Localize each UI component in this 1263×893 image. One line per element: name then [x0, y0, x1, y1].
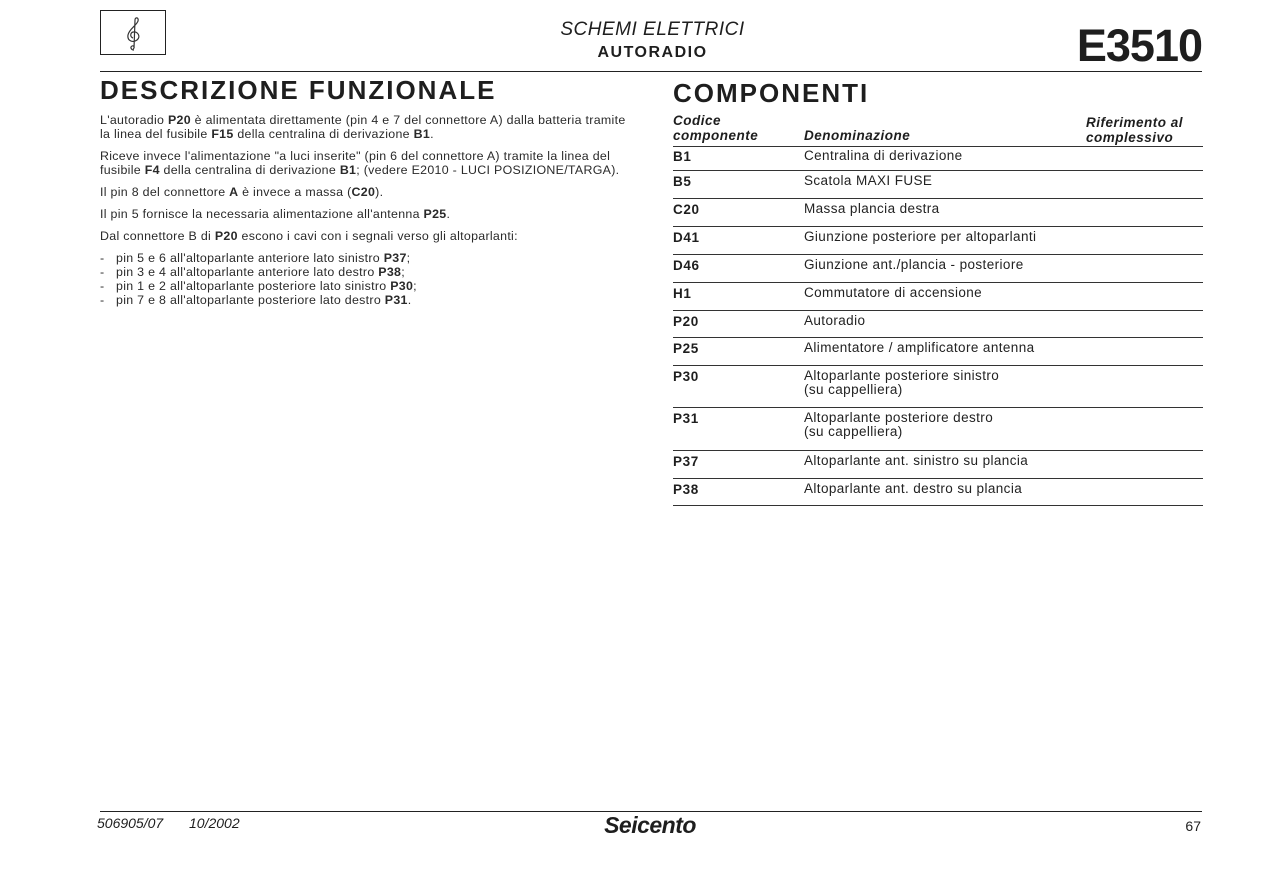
list-item [100, 293, 630, 307]
text-run: Il pin 5 fornisce la necessaria alimentazione all'antenna [100, 207, 424, 221]
component-ref: P38 [378, 265, 402, 279]
component-name: Massa plancia destra [804, 201, 940, 216]
table-row [673, 451, 1203, 479]
component-name: Scatola MAXI FUSE [804, 173, 933, 188]
component-code: P30 [673, 369, 699, 384]
component-code: P20 [673, 314, 699, 329]
component-ref: P30 [390, 279, 414, 293]
table-row [673, 227, 1203, 255]
text-run: pin 1 e 2 all'altoparlante posteriore lato sinistro [116, 279, 391, 293]
table-row [673, 283, 1203, 311]
component-ref: A [229, 185, 239, 199]
page-code: E3510 [1076, 20, 1202, 71]
description-paragraph [100, 113, 630, 141]
component-name: Centralina di derivazione [804, 148, 963, 163]
component-code: P38 [673, 482, 699, 497]
functional-description-text [100, 113, 630, 307]
text-run: della centralina di derivazione [159, 163, 340, 177]
table-row [673, 311, 1203, 338]
list-item [100, 251, 630, 265]
component-ref: C20 [351, 185, 376, 199]
table-row [673, 171, 1203, 199]
column-header-reference-line2: complessivo [1086, 130, 1174, 145]
component-name: Altoparlante posteriore sinistro (su cappelliera) [804, 368, 1000, 397]
description-paragraph [100, 207, 630, 221]
table-row [673, 255, 1203, 283]
component-code: D46 [673, 258, 700, 273]
list-item [100, 279, 630, 293]
components-heading: COMPONENTI [673, 78, 870, 108]
speaker-wiring-list [100, 251, 630, 307]
bullet-dash: - [100, 265, 105, 279]
list-item [100, 265, 630, 279]
column-header-code-line1: Codice [673, 113, 722, 128]
component-ref: B1 [339, 163, 357, 177]
component-name: Giunzione ant./plancia - posteriore [804, 257, 1024, 272]
text-run: ; (vedere E2010 - LUCI POSIZIONE/TARGA). [356, 163, 620, 177]
text-run: L'autoradio [100, 113, 168, 127]
component-code: P25 [673, 341, 699, 356]
component-ref: P20 [214, 229, 238, 243]
text-run: Dal connettore B di [100, 229, 215, 243]
component-name: Autoradio [804, 313, 866, 328]
component-code: B1 [673, 149, 692, 164]
table-row [673, 338, 1203, 366]
component-name: Altoparlante posteriore destro (su cappelliera) [804, 410, 994, 439]
text-run: è invece a massa ( [238, 185, 352, 199]
text-run: pin 7 e 8 all'altoparlante posteriore lato destro [116, 293, 385, 307]
component-ref: P31 [384, 293, 408, 307]
component-code: H1 [673, 286, 692, 301]
component-ref: P20 [167, 113, 191, 127]
section-subtitle: AUTORADIO [597, 44, 708, 61]
description-paragraphs [100, 113, 630, 243]
bullet-dash: - [100, 279, 105, 293]
column-header-reference-line1: Riferimento al [1086, 115, 1184, 130]
text-run: . [446, 207, 451, 221]
table-row [673, 408, 1203, 451]
document-number: 506905/07 [97, 815, 164, 831]
component-ref: P25 [423, 207, 447, 221]
component-ref: P37 [383, 251, 407, 265]
bullet-dash: - [100, 251, 105, 265]
component-code: B5 [673, 174, 692, 189]
text-run: ; [401, 265, 405, 279]
component-name: Giunzione posteriore per altoparlanti [804, 229, 1037, 244]
table-row [673, 146, 1203, 171]
section-title: SCHEMI ELETTRICI [560, 19, 745, 40]
publication-date: 10/2002 [189, 815, 240, 831]
treble-clef-icon [121, 15, 147, 53]
logo-box [100, 10, 166, 55]
component-name: Altoparlante ant. destro su plancia [804, 481, 1023, 496]
text-run: è alimentata direttamente (pin 4 e 7 del connettore A) dalla batteria tramite la linea del fusibile [100, 113, 626, 141]
column-header-code-line2: componente [673, 128, 759, 143]
functional-description-heading: DESCRIZIONE FUNZIONALE [100, 75, 497, 105]
component-name: Altoparlante ant. sinistro su plancia [804, 453, 1029, 468]
text-run: Riceve invece l'alimentazione "a luci inserite" (pin 6 del connettore A) tramite la linea del fusibile [100, 149, 611, 177]
text-run: . [430, 127, 434, 141]
components-table [673, 146, 1203, 506]
column-header-name: Denominazione [804, 128, 911, 143]
component-ref: F4 [144, 163, 160, 177]
component-name: Alimentatore / amplificatore antenna [804, 340, 1035, 355]
component-name: Commutatore di accensione [804, 285, 983, 300]
header-divider [100, 71, 1202, 72]
text-run: ). [375, 185, 384, 199]
component-ref: F15 [211, 127, 234, 141]
text-run: ; [406, 251, 411, 265]
table-row [673, 479, 1203, 506]
component-code: P31 [673, 411, 699, 426]
text-run: . [407, 293, 412, 307]
bullet-dash: - [100, 293, 105, 307]
component-code: P37 [673, 454, 699, 469]
table-row [673, 366, 1203, 408]
component-code: C20 [673, 202, 700, 217]
text-run: escono i cavi con i segnali verso gli altoparlanti: [237, 229, 518, 243]
description-paragraph [100, 229, 630, 243]
table-row [673, 199, 1203, 227]
description-paragraph [100, 185, 630, 199]
text-run: pin 5 e 6 all'altoparlante anteriore lato sinistro [116, 251, 384, 265]
text-run: Il pin 8 del connettore [100, 185, 230, 199]
component-code: D41 [673, 230, 700, 245]
text-run: pin 3 e 4 all'altoparlante anteriore lato destro [116, 265, 379, 279]
text-run: ; [413, 279, 417, 293]
component-ref: B1 [413, 127, 431, 141]
page-number: 67 [1185, 818, 1201, 834]
description-paragraph [100, 149, 630, 177]
text-run: della centralina di derivazione [233, 127, 414, 141]
brand-name: Seicento [604, 812, 696, 838]
